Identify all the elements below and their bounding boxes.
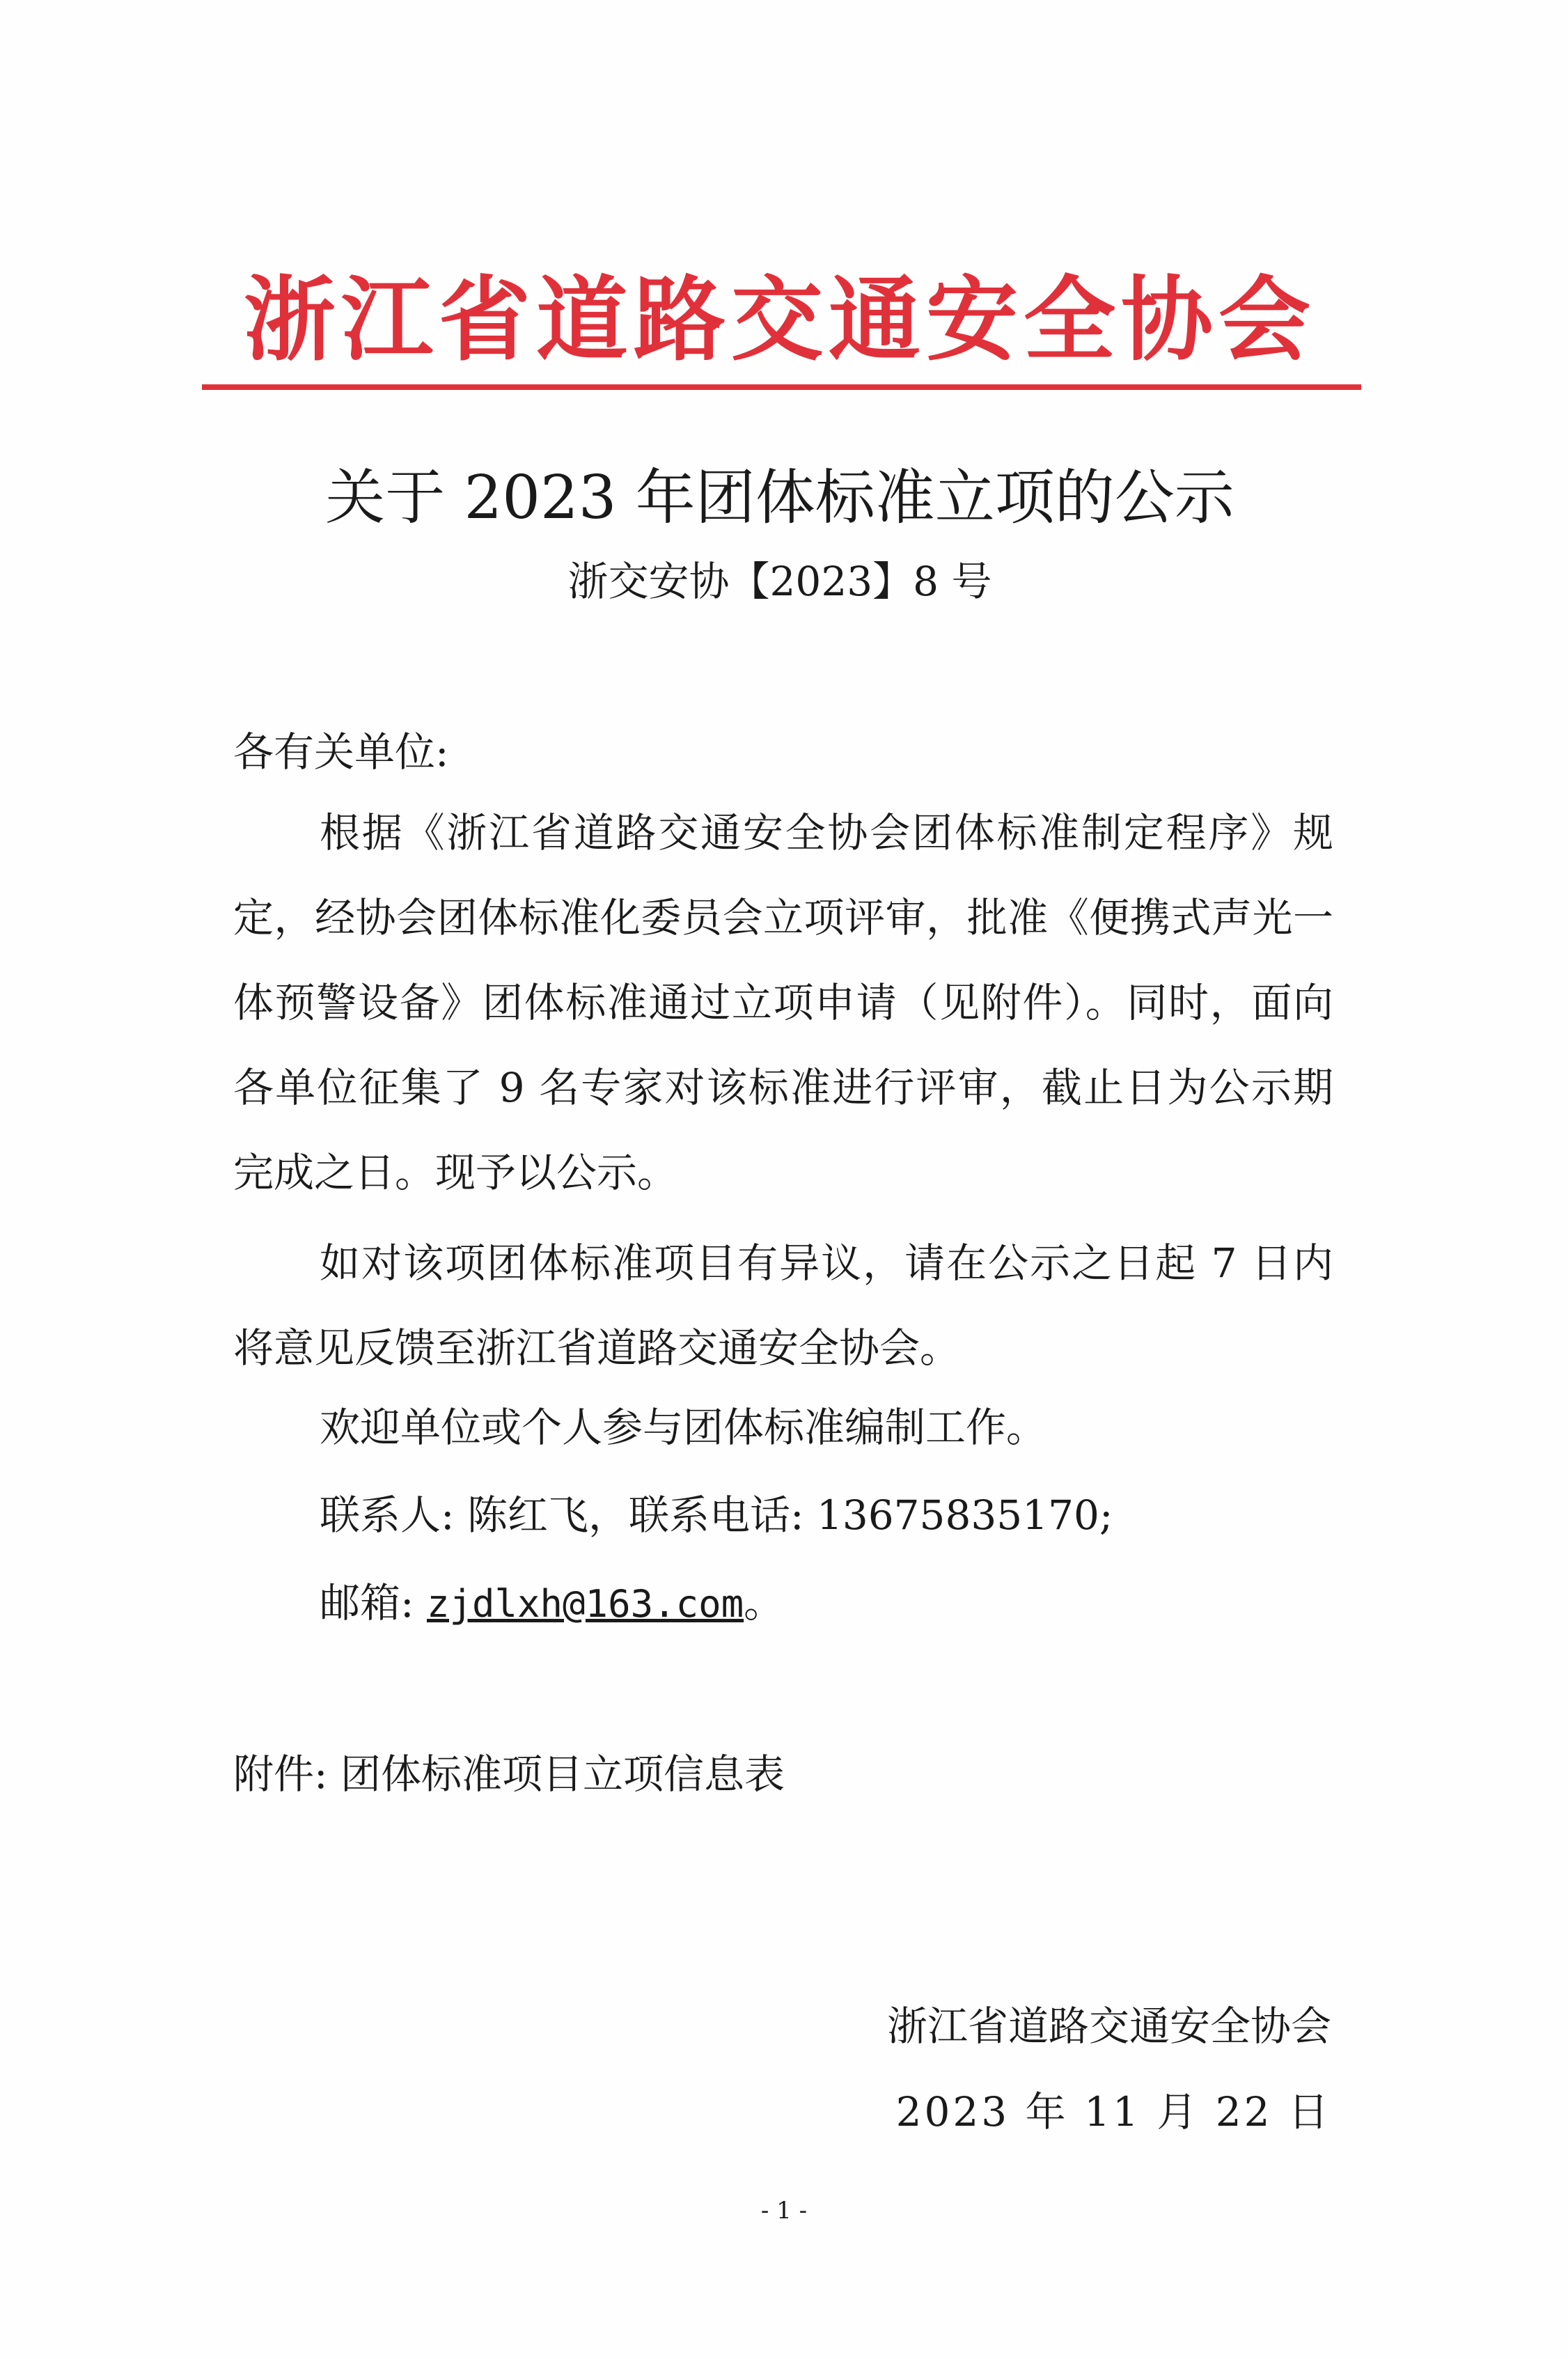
document-title: 关于 2023 年团体标准立项的公示 — [325, 463, 1234, 533]
organization-letterhead: 浙江省道路交通安全协会 — [244, 267, 1316, 374]
body-paragraph-approval: 根据《浙江省道路交通安全协会团体标准制定程序》规定，经协会团体标准化委员会立项评审，批准《便携式声光一体预警设备》团体标准通过立项申请（见附件）。同时，面向各单位征集了 9 名专家对该标准进行评审，截止日为公示期完成之日。现予以公示。 — [233, 809, 1333, 1196]
welcome-line: 欢迎单位或个人参与团体标准编制工作。 — [320, 1404, 1047, 1451]
page-number: - 1 - — [760, 2197, 808, 2225]
letterhead-divider — [202, 384, 1361, 390]
signature-organization: 浙江省道路交通安全协会 — [886, 2003, 1331, 2050]
email-line — [320, 1575, 784, 1632]
email-link[interactable]: zjdlxh@163.com — [426, 1582, 744, 1626]
email-suffix: 。 — [744, 1579, 785, 1627]
signature-date: 2023 年 11 月 22 日 — [895, 2088, 1331, 2135]
attachment-note: 附件: 团体标准项目立项信息表 — [233, 1750, 785, 1798]
document-number: 浙交安协【2023】8 号 — [567, 558, 992, 605]
salutation: 各有关单位: — [233, 728, 449, 776]
email-label: 邮箱: — [320, 1579, 427, 1627]
contact-line: 联系人: 陈红飞，联系电话: 13675835170; — [320, 1491, 1113, 1539]
body-paragraph-objection: 如对该项团体标准项目有异议，请在公示之日起 7 日内将意见反馈至浙江省道路交通安全协会。 — [233, 1239, 1333, 1372]
